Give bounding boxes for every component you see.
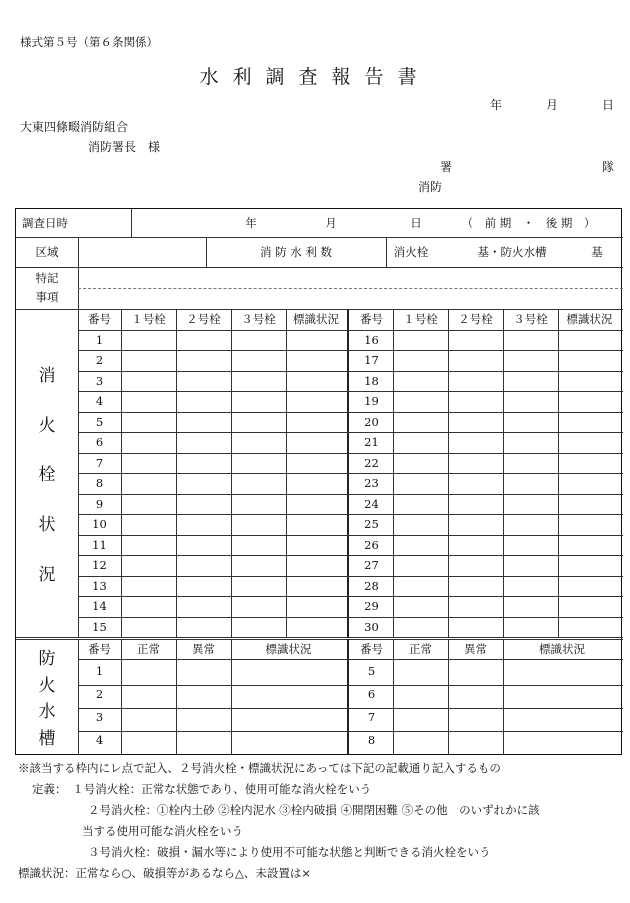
hydrant-header-right-2: ２号栓 — [458, 312, 493, 327]
tank-check-cell[interactable] — [393, 682, 448, 705]
hydrant-check-cell[interactable] — [448, 330, 503, 351]
hydrant-number: 24 — [364, 496, 379, 511]
hydrant-check-cell[interactable] — [121, 453, 176, 474]
tank-check-cell[interactable] — [448, 728, 503, 751]
hydrant-check-cell[interactable] — [393, 555, 448, 576]
hydrant-check-cell[interactable] — [286, 391, 346, 412]
hydrant-check-cell[interactable] — [448, 432, 503, 453]
grid-line — [347, 639, 349, 754]
hydrant-check-cell[interactable] — [503, 432, 558, 453]
hydrant-number: 26 — [364, 537, 379, 552]
hydrant-check-cell[interactable] — [393, 412, 448, 433]
tank-section-label — [16, 639, 78, 754]
tank-number: 7 — [367, 709, 376, 724]
hydrant-check-cell[interactable] — [503, 473, 558, 494]
sender-station-label: 署 — [440, 160, 453, 174]
document-title: 水利調査報告書 — [199, 66, 431, 88]
tank-header-right-2: 異常 — [464, 642, 487, 656]
hydrant-check-cell[interactable] — [231, 576, 286, 597]
hydrant-check-cell[interactable] — [286, 514, 346, 535]
hydrant-check-cell[interactable] — [121, 555, 176, 576]
hydrant-check-cell[interactable] — [558, 473, 621, 494]
hydrant-check-cell[interactable] — [176, 494, 231, 515]
tank-check-cell[interactable] — [503, 728, 621, 751]
hydrant-check-cell[interactable] — [393, 596, 448, 617]
tank-check-cell[interactable] — [231, 682, 346, 705]
hydrant-check-cell[interactable] — [393, 350, 448, 371]
hydrant-section-char: 火 — [38, 415, 56, 436]
hydrant-check-cell[interactable] — [558, 330, 621, 351]
hydrant-check-cell[interactable] — [231, 432, 286, 453]
hydrant-check-cell[interactable] — [503, 514, 558, 535]
hydrant-check-cell[interactable] — [286, 371, 346, 392]
tank-number: 5 — [367, 663, 376, 678]
hydrant-check-cell[interactable] — [558, 412, 621, 433]
hydrant-number: 10 — [92, 517, 107, 532]
date-day: 日 — [602, 98, 615, 112]
hydrant-number: 16 — [364, 332, 379, 347]
hydrant-check-cell[interactable] — [503, 453, 558, 474]
hydrant-check-cell[interactable] — [448, 350, 503, 371]
sender-org: 消防 — [418, 180, 443, 194]
addressee-role: 消防署長 様 — [88, 140, 161, 154]
hydrant-check-cell[interactable] — [286, 432, 346, 453]
hydrant-header-left-4: 標識状況 — [293, 312, 339, 327]
hydrant-check-cell[interactable] — [286, 617, 346, 638]
tank-header-left-2: 異常 — [192, 642, 215, 656]
water-count-label: 消 防 水 利 数 — [259, 245, 333, 259]
hydrant-check-cell[interactable] — [121, 330, 176, 351]
tank-number: 1 — [95, 663, 104, 678]
hydrant-check-cell[interactable] — [231, 412, 286, 433]
hydrant-header-left-3: ３号栓 — [241, 312, 276, 327]
hydrant-check-cell[interactable] — [176, 473, 231, 494]
area-label: 区域 — [35, 245, 59, 259]
hydrant-number: 25 — [364, 517, 379, 532]
hydrant-check-cell[interactable] — [231, 596, 286, 617]
hydrant-number: 22 — [364, 455, 379, 470]
survey-year: 年 — [245, 216, 257, 230]
hydrant-number: 3 — [95, 373, 104, 388]
hydrant-check-cell[interactable] — [503, 350, 558, 371]
hydrant-check-cell[interactable] — [448, 576, 503, 597]
tank-check-cell[interactable] — [448, 659, 503, 682]
hydrant-number: 23 — [364, 476, 379, 491]
hydrant-number: 2 — [95, 353, 104, 368]
tank-section-char: 防 — [38, 648, 56, 669]
hydrant-number: 6 — [95, 435, 104, 450]
notes-field-1[interactable] — [78, 267, 623, 288]
hydrant-number: 21 — [364, 435, 379, 450]
hydrant-unit-label: 基・防火水槽 — [477, 245, 547, 259]
notes-label — [16, 267, 78, 309]
tank-number: 3 — [95, 709, 104, 724]
hydrant-check-cell[interactable] — [393, 576, 448, 597]
hydrant-check-cell[interactable] — [503, 596, 558, 617]
tank-header-right-3: 標識状況 — [539, 642, 585, 656]
hydrant-check-cell[interactable] — [176, 535, 231, 556]
hydrant-check-cell[interactable] — [286, 535, 346, 556]
date-year: 年 — [490, 98, 503, 112]
hydrant-check-cell[interactable] — [121, 617, 176, 638]
hydrant-number: 13 — [92, 578, 107, 593]
note-line: ※該当する枠内にレ点で記入、２号消火栓・標識状況にあっては下記の記載通り記入するもの — [18, 761, 501, 775]
hydrant-check-cell[interactable] — [393, 453, 448, 474]
tank-check-cell[interactable] — [393, 705, 448, 728]
hydrant-check-cell[interactable] — [176, 514, 231, 535]
hydrant-check-cell[interactable] — [286, 494, 346, 515]
hydrant-check-cell[interactable] — [448, 617, 503, 638]
tank-check-cell[interactable] — [393, 659, 448, 682]
hydrant-check-cell[interactable] — [448, 391, 503, 412]
hydrant-check-cell[interactable] — [176, 391, 231, 412]
tank-check-cell[interactable] — [231, 705, 346, 728]
note-line: 標識状況：正常なら○、破損等があるなら△、未設置は× — [18, 866, 312, 880]
hydrant-check-cell[interactable] — [286, 473, 346, 494]
tank-check-cell[interactable] — [121, 659, 176, 682]
hydrant-check-cell[interactable] — [558, 555, 621, 576]
hydrant-section-char: 消 — [38, 366, 56, 387]
hydrant-check-cell[interactable] — [176, 453, 231, 474]
hydrant-check-cell[interactable] — [286, 330, 346, 351]
hydrant-number: 8 — [95, 476, 104, 491]
hydrant-number: 9 — [95, 496, 104, 511]
addressee-org: 大東四條畷消防組合 — [20, 120, 129, 134]
hydrant-section-char: 栓 — [38, 465, 56, 486]
hydrant-check-cell[interactable] — [121, 535, 176, 556]
grid-line — [131, 209, 132, 237]
note-line: ３号消火栓：破損・漏水等により使用不可能な状態と判断できる消火栓をいう — [88, 845, 491, 859]
hydrant-check-cell[interactable] — [448, 514, 503, 535]
hydrant-check-cell[interactable] — [448, 555, 503, 576]
hydrant-check-cell[interactable] — [448, 371, 503, 392]
tank-check-cell[interactable] — [448, 705, 503, 728]
hydrant-number: 30 — [364, 619, 379, 634]
hydrant-check-cell[interactable] — [286, 412, 346, 433]
tank-number: 8 — [367, 732, 376, 747]
hydrant-check-cell[interactable] — [393, 494, 448, 515]
hydrant-check-cell[interactable] — [393, 473, 448, 494]
hydrant-check-cell[interactable] — [231, 555, 286, 576]
hydrant-check-cell[interactable] — [558, 494, 621, 515]
tank-section-char: 火 — [38, 675, 56, 696]
hydrant-check-cell[interactable] — [558, 596, 621, 617]
hydrant-count-label: 消火栓 — [393, 245, 429, 259]
hydrant-check-cell[interactable] — [448, 473, 503, 494]
notes-label-line: 特記 — [35, 271, 59, 285]
hydrant-check-cell[interactable] — [121, 371, 176, 392]
hydrant-number: 28 — [364, 578, 379, 593]
hydrant-section-char: 状 — [38, 515, 56, 536]
tank-check-cell[interactable] — [231, 659, 346, 682]
hydrant-check-cell[interactable] — [176, 576, 231, 597]
hydrant-check-cell[interactable] — [231, 473, 286, 494]
survey-date-label: 調査日時 — [22, 216, 68, 230]
hydrant-number: 1 — [95, 332, 104, 347]
hydrant-check-cell[interactable] — [393, 535, 448, 556]
notes-label-line: 事項 — [35, 290, 59, 304]
tank-header-left-3: 標識状況 — [265, 642, 312, 656]
sender-unit-label: 隊 — [602, 160, 615, 174]
hydrant-section-label — [16, 309, 78, 637]
note-line: 当する使用可能な消火栓をいう — [82, 824, 243, 838]
tank-check-cell[interactable] — [176, 682, 231, 705]
hydrant-check-cell[interactable] — [393, 371, 448, 392]
hydrant-check-cell[interactable] — [286, 576, 346, 597]
hydrant-check-cell[interactable] — [503, 576, 558, 597]
hydrant-header-right-4: 標識状況 — [566, 312, 613, 327]
hydrant-check-cell[interactable] — [231, 617, 286, 638]
hydrant-check-cell[interactable] — [503, 330, 558, 351]
hydrant-check-cell[interactable] — [121, 494, 176, 515]
tank-unit-label: 基 — [591, 245, 603, 259]
hydrant-check-cell[interactable] — [558, 453, 621, 474]
tank-check-cell[interactable] — [503, 682, 621, 705]
hydrant-check-cell[interactable] — [176, 617, 231, 638]
hydrant-check-cell[interactable] — [231, 350, 286, 371]
hydrant-check-cell[interactable] — [558, 576, 621, 597]
hydrant-check-cell[interactable] — [558, 432, 621, 453]
hydrant-check-cell[interactable] — [448, 535, 503, 556]
hydrant-header-left-1: １号栓 — [131, 312, 166, 327]
hydrant-check-cell[interactable] — [231, 494, 286, 515]
hydrant-number: 27 — [364, 558, 379, 573]
hydrant-section-char: 況 — [38, 564, 56, 585]
hydrant-check-cell[interactable] — [503, 391, 558, 412]
hydrant-check-cell[interactable] — [121, 596, 176, 617]
tank-number: 6 — [367, 686, 376, 701]
survey-period[interactable]: （ 前 期 ・ 後 期 ） — [461, 216, 596, 230]
hydrant-number: 15 — [92, 619, 107, 634]
sender-station — [440, 158, 614, 175]
hydrant-number: 14 — [92, 599, 107, 614]
hydrant-check-cell[interactable] — [231, 371, 286, 392]
tank-number: 2 — [95, 686, 104, 701]
tank-check-cell[interactable] — [121, 705, 176, 728]
hydrant-check-cell[interactable] — [121, 473, 176, 494]
tank-number: 4 — [95, 732, 104, 747]
hydrant-check-cell[interactable] — [121, 432, 176, 453]
hydrant-check-cell[interactable] — [286, 350, 346, 371]
tank-header-right-1: 正常 — [409, 642, 432, 656]
hydrant-check-cell[interactable] — [176, 412, 231, 433]
hydrant-check-cell[interactable] — [231, 391, 286, 412]
hydrant-check-cell[interactable] — [393, 514, 448, 535]
date-line — [490, 96, 614, 113]
tank-check-cell[interactable] — [231, 728, 346, 751]
tank-check-cell[interactable] — [503, 705, 621, 728]
note-line: 定義： １号消火栓：正常な状態であり、使用可能な消火栓をいう — [32, 782, 372, 796]
date-month: 月 — [546, 98, 559, 112]
hydrant-check-cell[interactable] — [176, 330, 231, 351]
hydrant-number: 17 — [364, 353, 379, 368]
tank-check-cell[interactable] — [121, 682, 176, 705]
hydrant-header-right-0: 番号 — [360, 312, 383, 327]
hydrant-check-cell[interactable] — [286, 453, 346, 474]
tank-check-cell[interactable] — [121, 728, 176, 751]
hydrant-check-cell[interactable] — [176, 596, 231, 617]
hydrant-check-cell[interactable] — [448, 412, 503, 433]
hydrant-header-right-1: １号栓 — [403, 312, 438, 327]
hydrant-check-cell[interactable] — [176, 350, 231, 371]
tank-check-cell[interactable] — [176, 728, 231, 751]
tank-check-cell[interactable] — [503, 659, 621, 682]
hydrant-number: 11 — [92, 537, 107, 552]
hydrant-number: 4 — [95, 394, 104, 409]
hydrant-check-cell[interactable] — [558, 514, 621, 535]
hydrant-check-cell[interactable] — [393, 432, 448, 453]
survey-day: 日 — [410, 216, 422, 230]
hydrant-check-cell[interactable] — [231, 453, 286, 474]
tank-header-right-0: 番号 — [360, 642, 383, 656]
hydrant-check-cell[interactable] — [503, 617, 558, 638]
tank-header-left-0: 番号 — [88, 642, 111, 656]
hydrant-check-cell[interactable] — [448, 453, 503, 474]
hydrant-number: 19 — [364, 394, 379, 409]
hydrant-number: 18 — [364, 373, 379, 388]
hydrant-check-cell[interactable] — [558, 391, 621, 412]
hydrant-check-cell[interactable] — [393, 330, 448, 351]
tank-section-char: 槽 — [38, 729, 56, 750]
hydrant-header-left-2: ２号栓 — [186, 312, 221, 327]
hydrant-number: 7 — [95, 455, 104, 470]
hydrant-check-cell[interactable] — [503, 494, 558, 515]
tank-section-char: 水 — [38, 702, 56, 723]
hydrant-check-cell[interactable] — [503, 535, 558, 556]
hydrant-check-cell[interactable] — [176, 371, 231, 392]
hydrant-check-cell[interactable] — [231, 330, 286, 351]
hydrant-number: 29 — [364, 599, 379, 614]
note-line: ２号消火栓：①栓内土砂 ②栓内泥水 ③栓内破損 ④開閉困難 ⑤その他 のいずれかに該 — [88, 803, 540, 817]
hydrant-check-cell[interactable] — [503, 412, 558, 433]
hydrant-check-cell[interactable] — [286, 596, 346, 617]
hydrant-check-cell[interactable] — [503, 371, 558, 392]
area-field[interactable] — [78, 237, 206, 267]
hydrant-check-cell[interactable] — [231, 514, 286, 535]
tank-check-cell[interactable] — [393, 728, 448, 751]
hydrant-header-left-0: 番号 — [88, 312, 111, 327]
hydrant-check-cell[interactable] — [231, 535, 286, 556]
tank-check-cell[interactable] — [176, 659, 231, 682]
hydrant-check-cell[interactable] — [121, 576, 176, 597]
tank-check-cell[interactable] — [176, 705, 231, 728]
hydrant-check-cell[interactable] — [393, 617, 448, 638]
hydrant-check-cell[interactable] — [448, 494, 503, 515]
form-id: 様式第５号（第６条関係） — [20, 35, 158, 49]
hydrant-check-cell[interactable] — [121, 391, 176, 412]
hydrant-check-cell[interactable] — [558, 350, 621, 371]
survey-month: 月 — [325, 216, 337, 230]
hydrant-number: 20 — [364, 414, 379, 429]
hydrant-check-cell[interactable] — [121, 350, 176, 371]
hydrant-check-cell[interactable] — [176, 432, 231, 453]
survey-form — [15, 208, 622, 755]
tank-check-cell[interactable] — [448, 682, 503, 705]
hydrant-number: 12 — [92, 558, 107, 573]
notes-field-2[interactable] — [78, 288, 623, 309]
hydrant-check-cell[interactable] — [558, 617, 621, 638]
hydrant-check-cell[interactable] — [176, 555, 231, 576]
hydrant-header-right-3: ３号栓 — [513, 312, 548, 327]
tank-header-left-1: 正常 — [137, 642, 160, 656]
hydrant-check-cell[interactable] — [121, 514, 176, 535]
hydrant-number: 5 — [95, 414, 104, 429]
notes — [18, 758, 618, 884]
hydrant-check-cell[interactable] — [448, 596, 503, 617]
hydrant-check-cell[interactable] — [286, 555, 346, 576]
hydrant-check-cell[interactable] — [503, 555, 558, 576]
hydrant-check-cell[interactable] — [121, 412, 176, 433]
hydrant-check-cell[interactable] — [558, 535, 621, 556]
hydrant-check-cell[interactable] — [393, 391, 448, 412]
hydrant-check-cell[interactable] — [558, 371, 621, 392]
